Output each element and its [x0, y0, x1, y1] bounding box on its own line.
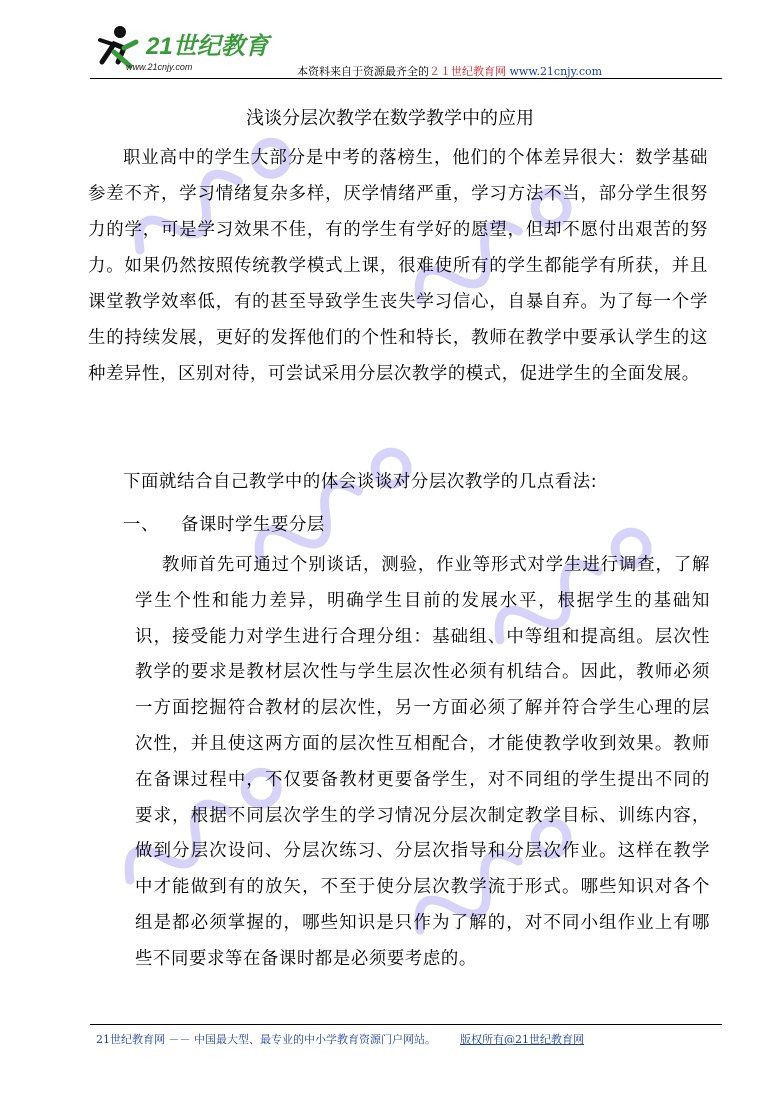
footer-divider: [90, 1024, 722, 1025]
section-number: 一、: [123, 515, 159, 535]
header-source-site[interactable]: ２１世纪教育网: [429, 65, 506, 78]
header-source-url[interactable]: www.21cnjy.com: [509, 65, 603, 78]
logo-text: 21世纪教育: [146, 33, 269, 60]
header-divider: [90, 78, 722, 79]
footer-left-text: 21世纪教育网 －－ 中国最大型、最专业的中小学教育资源门户网站。: [96, 1033, 436, 1046]
paragraph-section1: 教师首先可通过个别谈话，测验，作业等形式对学生进行调查，了解学生个性和能力差异，明确学生目前的发展水平，根据学生的基础知识，接受能力对学生进行合理分组：基础组、中等组和提高组。层次性教学的要求是教材层次性与学生层次性必须有机结合。因此，教师必须一方面挖掘符合教材的层次性，另一方面必须了解并符合学生心理的层次性，并且使这两方面的层次性互相配合，才能使教学收到效果。教师在备课过程中，不仅要备教材更要备学生，对不同组的学生提出不同的要求，根据不同层次学生的学习情况分层次制定教学目标、训练内容，做到分层次设问、分层次练习、分层次指导和分层次作业。这样在教学中才能做到有的放矢，不至于使分层次教学流于形式。哪些知识对各个组是都必须掌握的，哪些知识是只作为了解的，对不同小组作业上有哪些不同要求等在备课时都是必须要考虑的。: [135, 555, 710, 969]
header-source-prefix: 本资料来自于资源最齐全的: [297, 65, 429, 78]
page-footer: [96, 1031, 584, 1047]
paragraph-intro: 职业高中的学生大部分是中考的落榜生，他们的个体差异很大：数学基础参差不齐，学习情绪复杂多样，厌学情绪严重，学习方法不当，部分学生很努力的学，可是学习效果不佳，有的学生有学好的愿望，但却不愿付出艰苦的努力。如果仍然按照传统教学模式上课，很难使所有的学生都能学有所获，并且课堂教学效率低，有的甚至导致学生丧失学习信心，自暴自弃。为了每一个学生的持续发展，更好的发挥他们的个性和特长，教师在教学中要承认学生的这种差异性，区别对待，可尝试采用分层次教学的模式，促进学生的全面发展。: [88, 148, 708, 384]
section-heading: [123, 507, 723, 543]
page-header: [90, 22, 720, 78]
logo-url: www.21cnjy.com: [126, 62, 193, 72]
footer-copyright-link[interactable]: 版权所有@21世纪教育网: [460, 1033, 584, 1046]
runner-icon: [100, 26, 136, 66]
site-logo[interactable]: [90, 22, 280, 78]
document-title: 浅谈分层次教学在数学教学中的应用: [246, 108, 534, 129]
header-source-line: [297, 63, 602, 79]
paragraph-lead: 下面就结合自己教学中的体会谈谈对分层次教学的几点看法:: [123, 472, 598, 492]
section-heading-text: 备课时学生要分层: [181, 515, 325, 535]
